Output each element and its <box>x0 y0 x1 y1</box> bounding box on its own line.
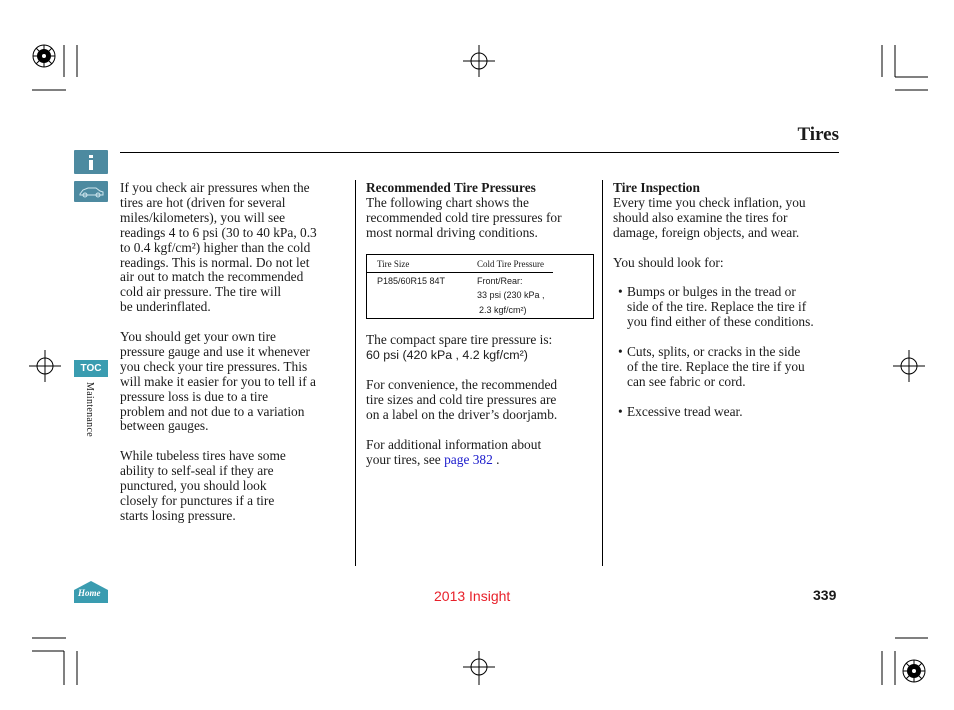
list-item <box>618 285 848 330</box>
column-1 <box>120 181 350 539</box>
paragraph: You should look for: <box>613 254 724 270</box>
bullet-text: Cuts, splits, or cracks in the side of the tire. Replace the tire if you can see fabric or cord. <box>627 343 805 389</box>
crosshair-left <box>29 350 61 382</box>
column-2 <box>366 181 598 482</box>
paragraph: Every time you check inflation, you should also examine the tires for damage, foreign objects, and wear. <box>613 194 806 240</box>
model-name: 2013 Insight <box>434 588 511 604</box>
bullet-text: Excessive tread wear. <box>627 403 743 419</box>
paragraph: While tubeless tires have some ability to self-seal if they are punctured, you should look closely for punctures if a tire starts losing pressure. <box>120 448 286 523</box>
paragraph: You should get your own tire pressure gauge and use it whenever you check your tire pressures. This will make it easier for you to tell if a pressure loss is due to a tire problem and not due to a variation between gauges. <box>120 329 316 434</box>
section-heading: Tire Inspection <box>613 180 700 195</box>
pressure-cell <box>467 273 553 319</box>
pressure-line: 33 psi (230 kPa , <box>477 290 545 301</box>
column-divider <box>602 180 603 566</box>
column-divider <box>355 180 356 566</box>
table-header: Tire Size <box>367 255 467 273</box>
pressure-line: Front/Rear: <box>477 276 523 287</box>
spare-intro: The compact spare tire pressure is: <box>366 332 553 348</box>
paragraph: If you check air pressures when the tires are hot (driven for several miles/kilometers), you will see readings 4 to 6 psi (30 to 40 kPa, 0.3 to 0.4 kgf/cm²) higher than the cold readings. This is normal. Do not let air out to match the recommended cold air pressure. The tire will be underinflated. <box>120 180 317 315</box>
period: . <box>492 451 500 467</box>
page-link[interactable]: page 382 <box>444 451 493 467</box>
info-icon <box>74 150 108 174</box>
additional-text: For additional information about your tires, see <box>366 436 542 467</box>
paragraph <box>366 438 598 468</box>
home-label: Home <box>78 588 101 598</box>
section-heading: Recommended Tire Pressures <box>366 180 536 195</box>
bullet-text: Bumps or bulges in the tread or side of the tire. Replace the tire if you find either of these conditions. <box>627 284 814 330</box>
spare-pressure-value: 60 psi (420 kPa , 4.2 kgf/cm²) <box>366 348 528 363</box>
bullet-list <box>613 285 848 419</box>
starburst-top-left <box>33 45 55 67</box>
table-row <box>367 273 553 319</box>
crosshair-right <box>893 350 925 382</box>
crosshair-bottom <box>463 651 495 685</box>
bullet: • <box>618 343 623 359</box>
pressure-line: 2.3 kgf/cm²) <box>479 305 527 316</box>
bullet: • <box>618 403 623 419</box>
home-button[interactable] <box>74 580 109 604</box>
paragraph: The following chart shows the recommended cold tire pressures for most normal driving conditions. <box>366 194 562 240</box>
header-rule <box>120 152 839 153</box>
column-3 <box>613 181 848 434</box>
tire-size-cell: P185/60R15 84T <box>377 276 446 287</box>
page-number: 339 <box>813 587 837 603</box>
list-item <box>618 345 848 390</box>
toc-button[interactable]: TOC <box>74 360 108 377</box>
car-icon <box>74 181 108 202</box>
vehicle-button[interactable] <box>74 181 108 202</box>
table-header: Cold Tire Pressure <box>467 255 553 273</box>
bullet: • <box>618 284 623 300</box>
info-button[interactable] <box>74 150 108 174</box>
crosshair-top <box>463 45 495 77</box>
page-title: Tires <box>797 124 839 145</box>
starburst-bottom-right <box>903 660 925 682</box>
tire-pressure-table <box>366 254 594 320</box>
list-item <box>618 405 848 420</box>
section-label: Maintenance <box>84 382 95 437</box>
paragraph: For convenience, the recommended tire sizes and cold tire pressures are on a label on the driver’s doorjamb. <box>366 377 558 422</box>
